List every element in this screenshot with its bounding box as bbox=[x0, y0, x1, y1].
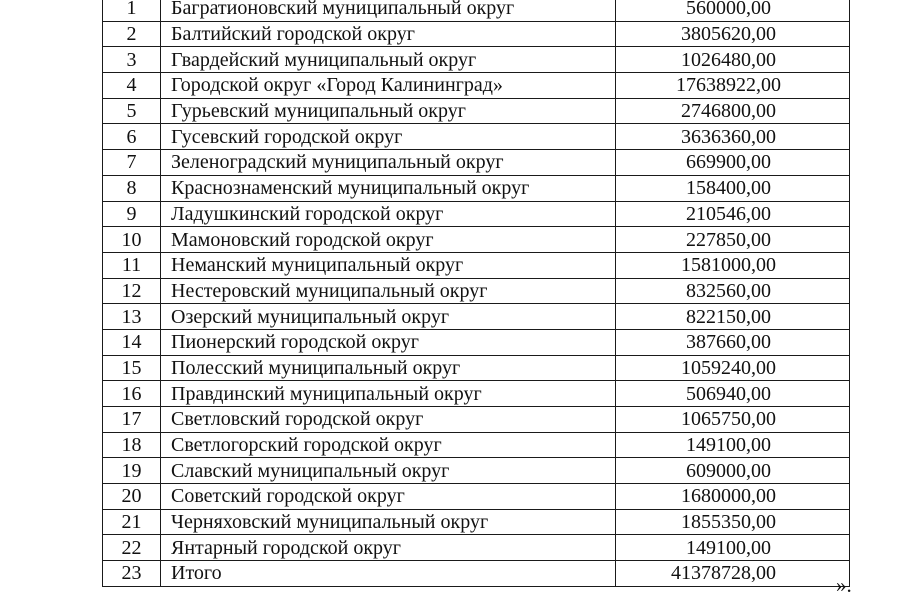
row-number-cell: 15 bbox=[103, 355, 161, 381]
amount-cell: 3636360,00 bbox=[616, 124, 850, 150]
table-row bbox=[103, 278, 850, 304]
table-row bbox=[103, 252, 850, 278]
row-number-cell: 7 bbox=[103, 150, 161, 176]
table-row bbox=[103, 381, 850, 407]
amount-cell: 832560,00 bbox=[616, 278, 850, 304]
table-row bbox=[103, 21, 850, 47]
municipality-name-cell: Янтарный городской округ bbox=[161, 535, 616, 561]
total-row bbox=[103, 561, 850, 587]
table-row bbox=[103, 432, 850, 458]
table-row bbox=[103, 535, 850, 561]
amount-cell: 3805620,00 bbox=[616, 21, 850, 47]
amount-cell: 669900,00 bbox=[616, 150, 850, 176]
row-number-cell: 2 bbox=[103, 21, 161, 47]
table-row bbox=[103, 175, 850, 201]
amount-cell: 1581000,00 bbox=[616, 252, 850, 278]
row-number-cell: 3 bbox=[103, 47, 161, 73]
municipality-name-cell: Светловский городской округ bbox=[161, 407, 616, 433]
row-number-cell: 21 bbox=[103, 509, 161, 535]
municipality-name-cell: Багратионовский муниципальный округ bbox=[161, 0, 616, 21]
amount-cell: 227850,00 bbox=[616, 227, 850, 253]
municipality-name-cell: Пионерский городской округ bbox=[161, 329, 616, 355]
row-number-cell: 22 bbox=[103, 535, 161, 561]
municipality-name-cell: Гусевский городской округ bbox=[161, 124, 616, 150]
amount-cell: 149100,00 bbox=[616, 535, 850, 561]
amount-cell: 2746800,00 bbox=[616, 98, 850, 124]
municipality-name-cell: Черняховский муниципальный округ bbox=[161, 509, 616, 535]
table-row bbox=[103, 150, 850, 176]
table-row bbox=[103, 484, 850, 510]
municipality-name-cell: Полесский муниципальный округ bbox=[161, 355, 616, 381]
row-number-cell: 10 bbox=[103, 227, 161, 253]
table-row bbox=[103, 227, 850, 253]
amount-cell: 158400,00 bbox=[616, 175, 850, 201]
table-row bbox=[103, 98, 850, 124]
municipality-name-cell: Балтийский городской округ bbox=[161, 21, 616, 47]
municipality-name-cell: Светлогорский городской округ bbox=[161, 432, 616, 458]
row-number-cell: 12 bbox=[103, 278, 161, 304]
amount-cell: 149100,00 bbox=[616, 432, 850, 458]
row-number-cell: 23 bbox=[103, 561, 161, 587]
municipality-name-cell: Славский муниципальный округ bbox=[161, 458, 616, 484]
municipality-name-cell: Гурьевский муниципальный округ bbox=[161, 98, 616, 124]
table-row bbox=[103, 458, 850, 484]
municipality-name-cell: Ладушкинский городской округ bbox=[161, 201, 616, 227]
row-number-cell: 20 bbox=[103, 484, 161, 510]
amount-cell: 17638922,00 bbox=[616, 73, 850, 99]
row-number-cell: 18 bbox=[103, 432, 161, 458]
row-number-cell: 5 bbox=[103, 98, 161, 124]
amount-cell: 1065750,00 bbox=[616, 407, 850, 433]
municipality-name-cell: Нестеровский муниципальный округ bbox=[161, 278, 616, 304]
amount-cell: 387660,00 bbox=[616, 329, 850, 355]
table-row bbox=[103, 201, 850, 227]
amount-cell: 1026480,00 bbox=[616, 47, 850, 73]
table-row bbox=[103, 304, 850, 330]
row-number-cell: 11 bbox=[103, 252, 161, 278]
row-number-cell: 13 bbox=[103, 304, 161, 330]
table-row bbox=[103, 509, 850, 535]
allocation-table-body bbox=[103, 0, 850, 586]
row-number-cell: 17 bbox=[103, 407, 161, 433]
amount-cell: 506940,00 bbox=[616, 381, 850, 407]
table-row bbox=[103, 47, 850, 73]
amount-cell: 822150,00 bbox=[616, 304, 850, 330]
row-number-cell: 14 bbox=[103, 329, 161, 355]
table-row bbox=[103, 407, 850, 433]
amount-cell: 560000,00 bbox=[616, 0, 850, 21]
amount-cell: 609000,00 bbox=[616, 458, 850, 484]
municipality-name-cell: Городской округ «Город Калининград» bbox=[161, 73, 616, 99]
closing-quote-mark: ». bbox=[836, 573, 852, 597]
municipality-name-cell: Мамоновский городской округ bbox=[161, 227, 616, 253]
municipality-name-cell: Зеленоградский муниципальный округ bbox=[161, 150, 616, 176]
table-row bbox=[103, 329, 850, 355]
row-number-cell: 9 bbox=[103, 201, 161, 227]
amount-cell: 41378728,00 bbox=[616, 561, 850, 587]
row-number-cell: 19 bbox=[103, 458, 161, 484]
municipality-name-cell: Советский городской округ bbox=[161, 484, 616, 510]
amount-cell: 210546,00 bbox=[616, 201, 850, 227]
table-row bbox=[103, 124, 850, 150]
municipality-name-cell: Правдинский муниципальный округ bbox=[161, 381, 616, 407]
row-number-cell: 1 bbox=[103, 0, 161, 21]
municipality-name-cell: Краснознаменский муниципальный округ bbox=[161, 175, 616, 201]
row-number-cell: 4 bbox=[103, 73, 161, 99]
amount-cell: 1855350,00 bbox=[616, 509, 850, 535]
municipality-name-cell: Гвардейский муниципальный округ bbox=[161, 47, 616, 73]
municipality-name-cell: Неманский муниципальный округ bbox=[161, 252, 616, 278]
row-number-cell: 6 bbox=[103, 124, 161, 150]
amount-cell: 1059240,00 bbox=[616, 355, 850, 381]
table-row bbox=[103, 355, 850, 381]
municipality-name-cell: Итого bbox=[161, 561, 616, 587]
row-number-cell: 8 bbox=[103, 175, 161, 201]
municipality-name-cell: Озерский муниципальный округ bbox=[161, 304, 616, 330]
table-row bbox=[103, 73, 850, 99]
amount-cell: 1680000,00 bbox=[616, 484, 850, 510]
row-number-cell: 16 bbox=[103, 381, 161, 407]
allocation-table bbox=[102, 0, 850, 587]
table-row bbox=[103, 0, 850, 21]
